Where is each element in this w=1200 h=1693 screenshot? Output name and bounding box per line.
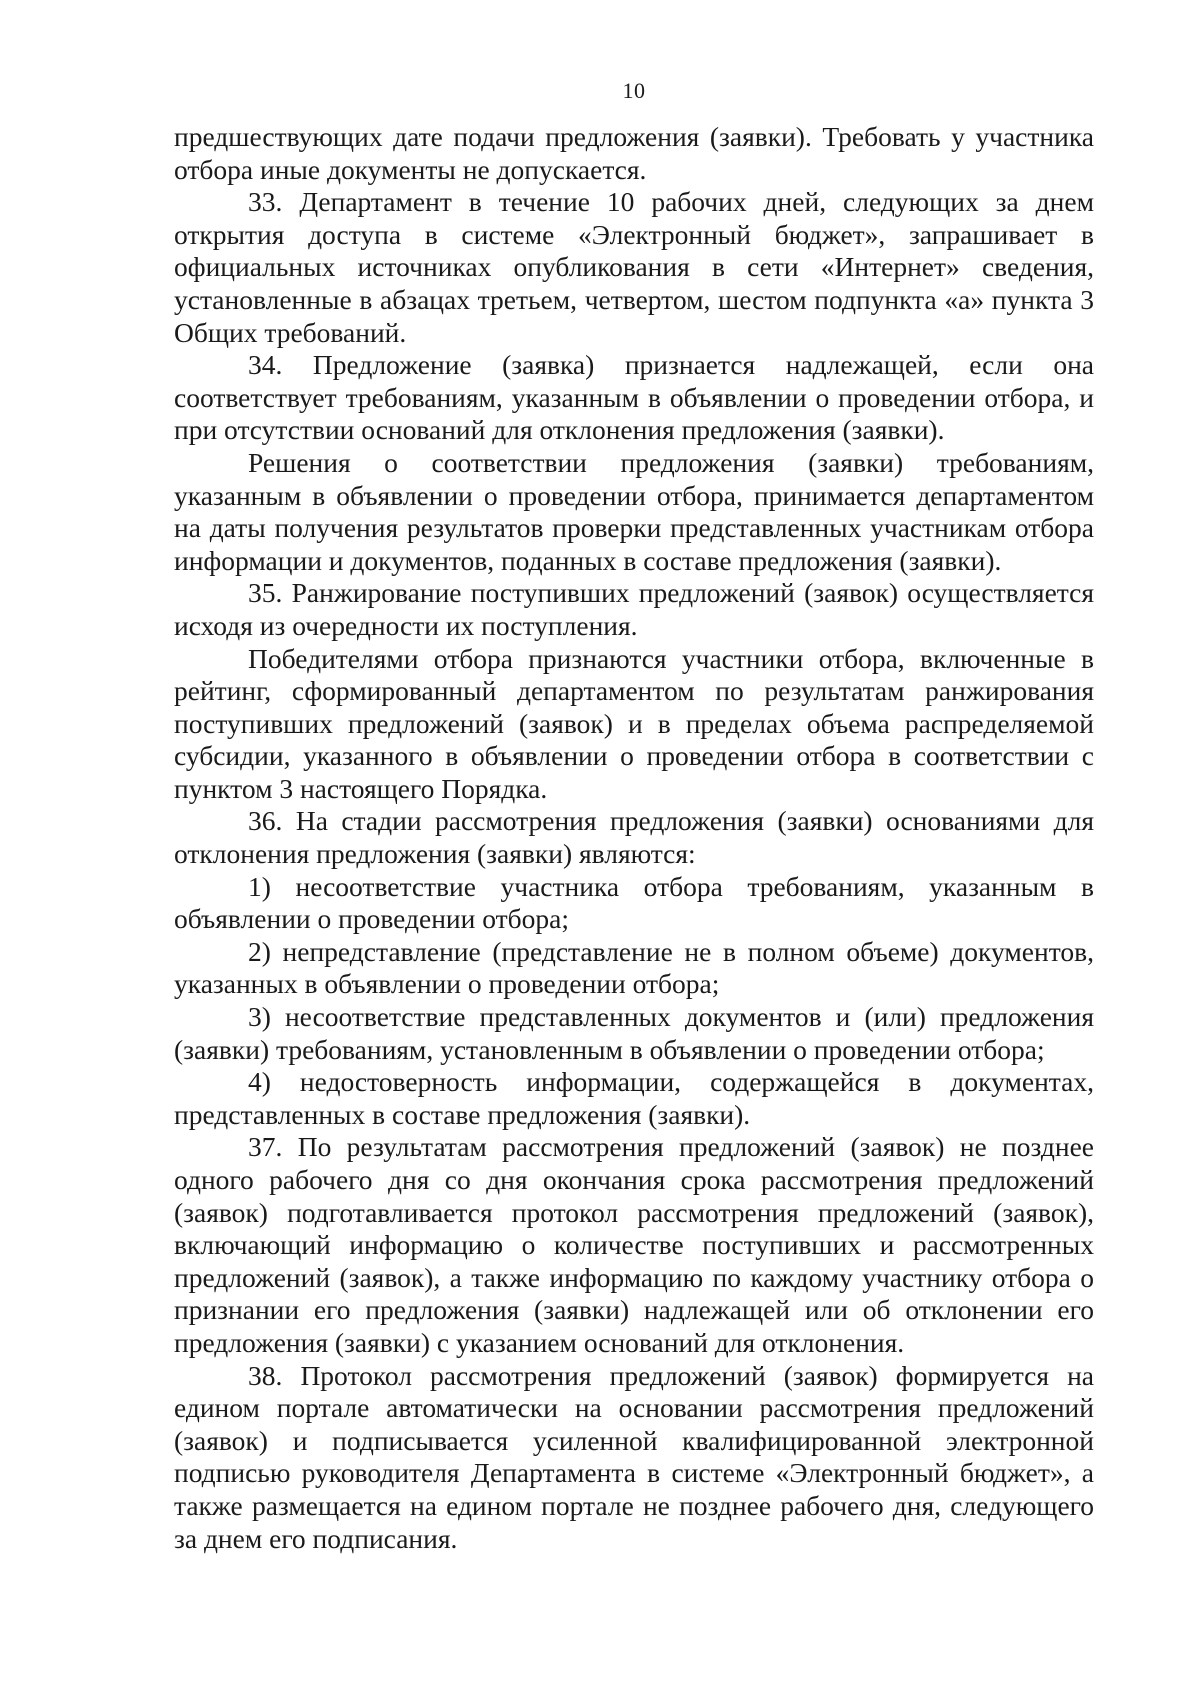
paragraph-34: 34. Предложение (заявка) признается надлежащей, если она соответствует требованиям, указанным в объявлении о проведении отбора, и при отсутствии оснований для отклонения предложения (заявки).: [174, 349, 1094, 446]
paragraph-36: 36. На стадии рассмотрения предложения (заявки) основаниями для отклонения предложения (заявки) являются:: [174, 805, 1094, 870]
list-item-36-3: 3) несоответствие представленных документов и (или) предложения (заявки) требованиям, установленным в объявлении о проведении отбора;: [174, 1001, 1094, 1065]
list-item-36-4: 4) недостоверность информации, содержащейся в документах, представленных в составе предложения (заявки).: [174, 1066, 1094, 1130]
document-body: [174, 121, 1094, 1555]
paragraph-34-decision: Решения о соответствии предложения (заявки) требованиям, указанным в объявлении о проведении отбора, принимается департаментом на даты получения результатов проверки представленных участникам отбора информации и документов, поданных в составе предложения (заявки).: [174, 446, 1094, 576]
paragraph-35-winners: Победителями отбора признаются участники отбора, включенные в рейтинг, сформированный департаментом по результатам ранжирования поступивших предложений (заявок) и в пределах объема распределяемой субсидии, указанного в объявлении о проведении отбора в соответствии с пунктом 3 настоящего Порядка.: [174, 642, 1094, 804]
paragraph-38: 38. Протокол рассмотрения предложений (заявок) формируется на едином портале автоматически на основании рассмотрения предложений (заявок) и подписывается усиленной квалифицированной электронной подписью руководителя Департамента в системе «Электронный бюджет», а также размещается на едином портале не позднее рабочего дня, следующего за днем его подписания.: [174, 1359, 1094, 1554]
paragraph-37: 37. По результатам рассмотрения предложений (заявок) не позднее одного рабочего дня со дня окончания срока рассмотрения предложений (заявок) подготавливается протокол рассмотрения предложений (заявок), включающий информацию о количестве поступивших и рассмотренных предложений (заявок), а также информацию по каждому участнику отбора о признании его предложения (заявки) надлежащей или об отклонении его предложения (заявки) с указанием оснований для отклонения.: [174, 1131, 1094, 1358]
list-item-36-2: 2) непредставление (представление не в полном объеме) документов, указанных в объявлении о проведении отбора;: [174, 935, 1094, 1000]
paragraph-33: 33. Департамент в течение 10 рабочих дней, следующих за днем открытия доступа в системе «Электронный бюджет», запрашивает в официальных источниках опубликования в сети «Интернет» сведения, установленные в абзацах третьем, четвертом, шестом подпункта «а» пункта 3 Общих требований.: [174, 186, 1094, 348]
page-number: 10: [622, 78, 646, 103]
list-item-36-1: 1) несоответствие участника отбора требованиям, указанным в объявлении о проведении отбора;: [174, 870, 1094, 935]
paragraph-35: 35. Ранжирование поступивших предложений (заявок) осуществляется исходя из очередности их поступления.: [174, 577, 1094, 641]
paragraph-continuation: предшествующих дате подачи предложения (заявки). Требовать у участника отбора иные документы не допускается.: [174, 121, 1094, 185]
